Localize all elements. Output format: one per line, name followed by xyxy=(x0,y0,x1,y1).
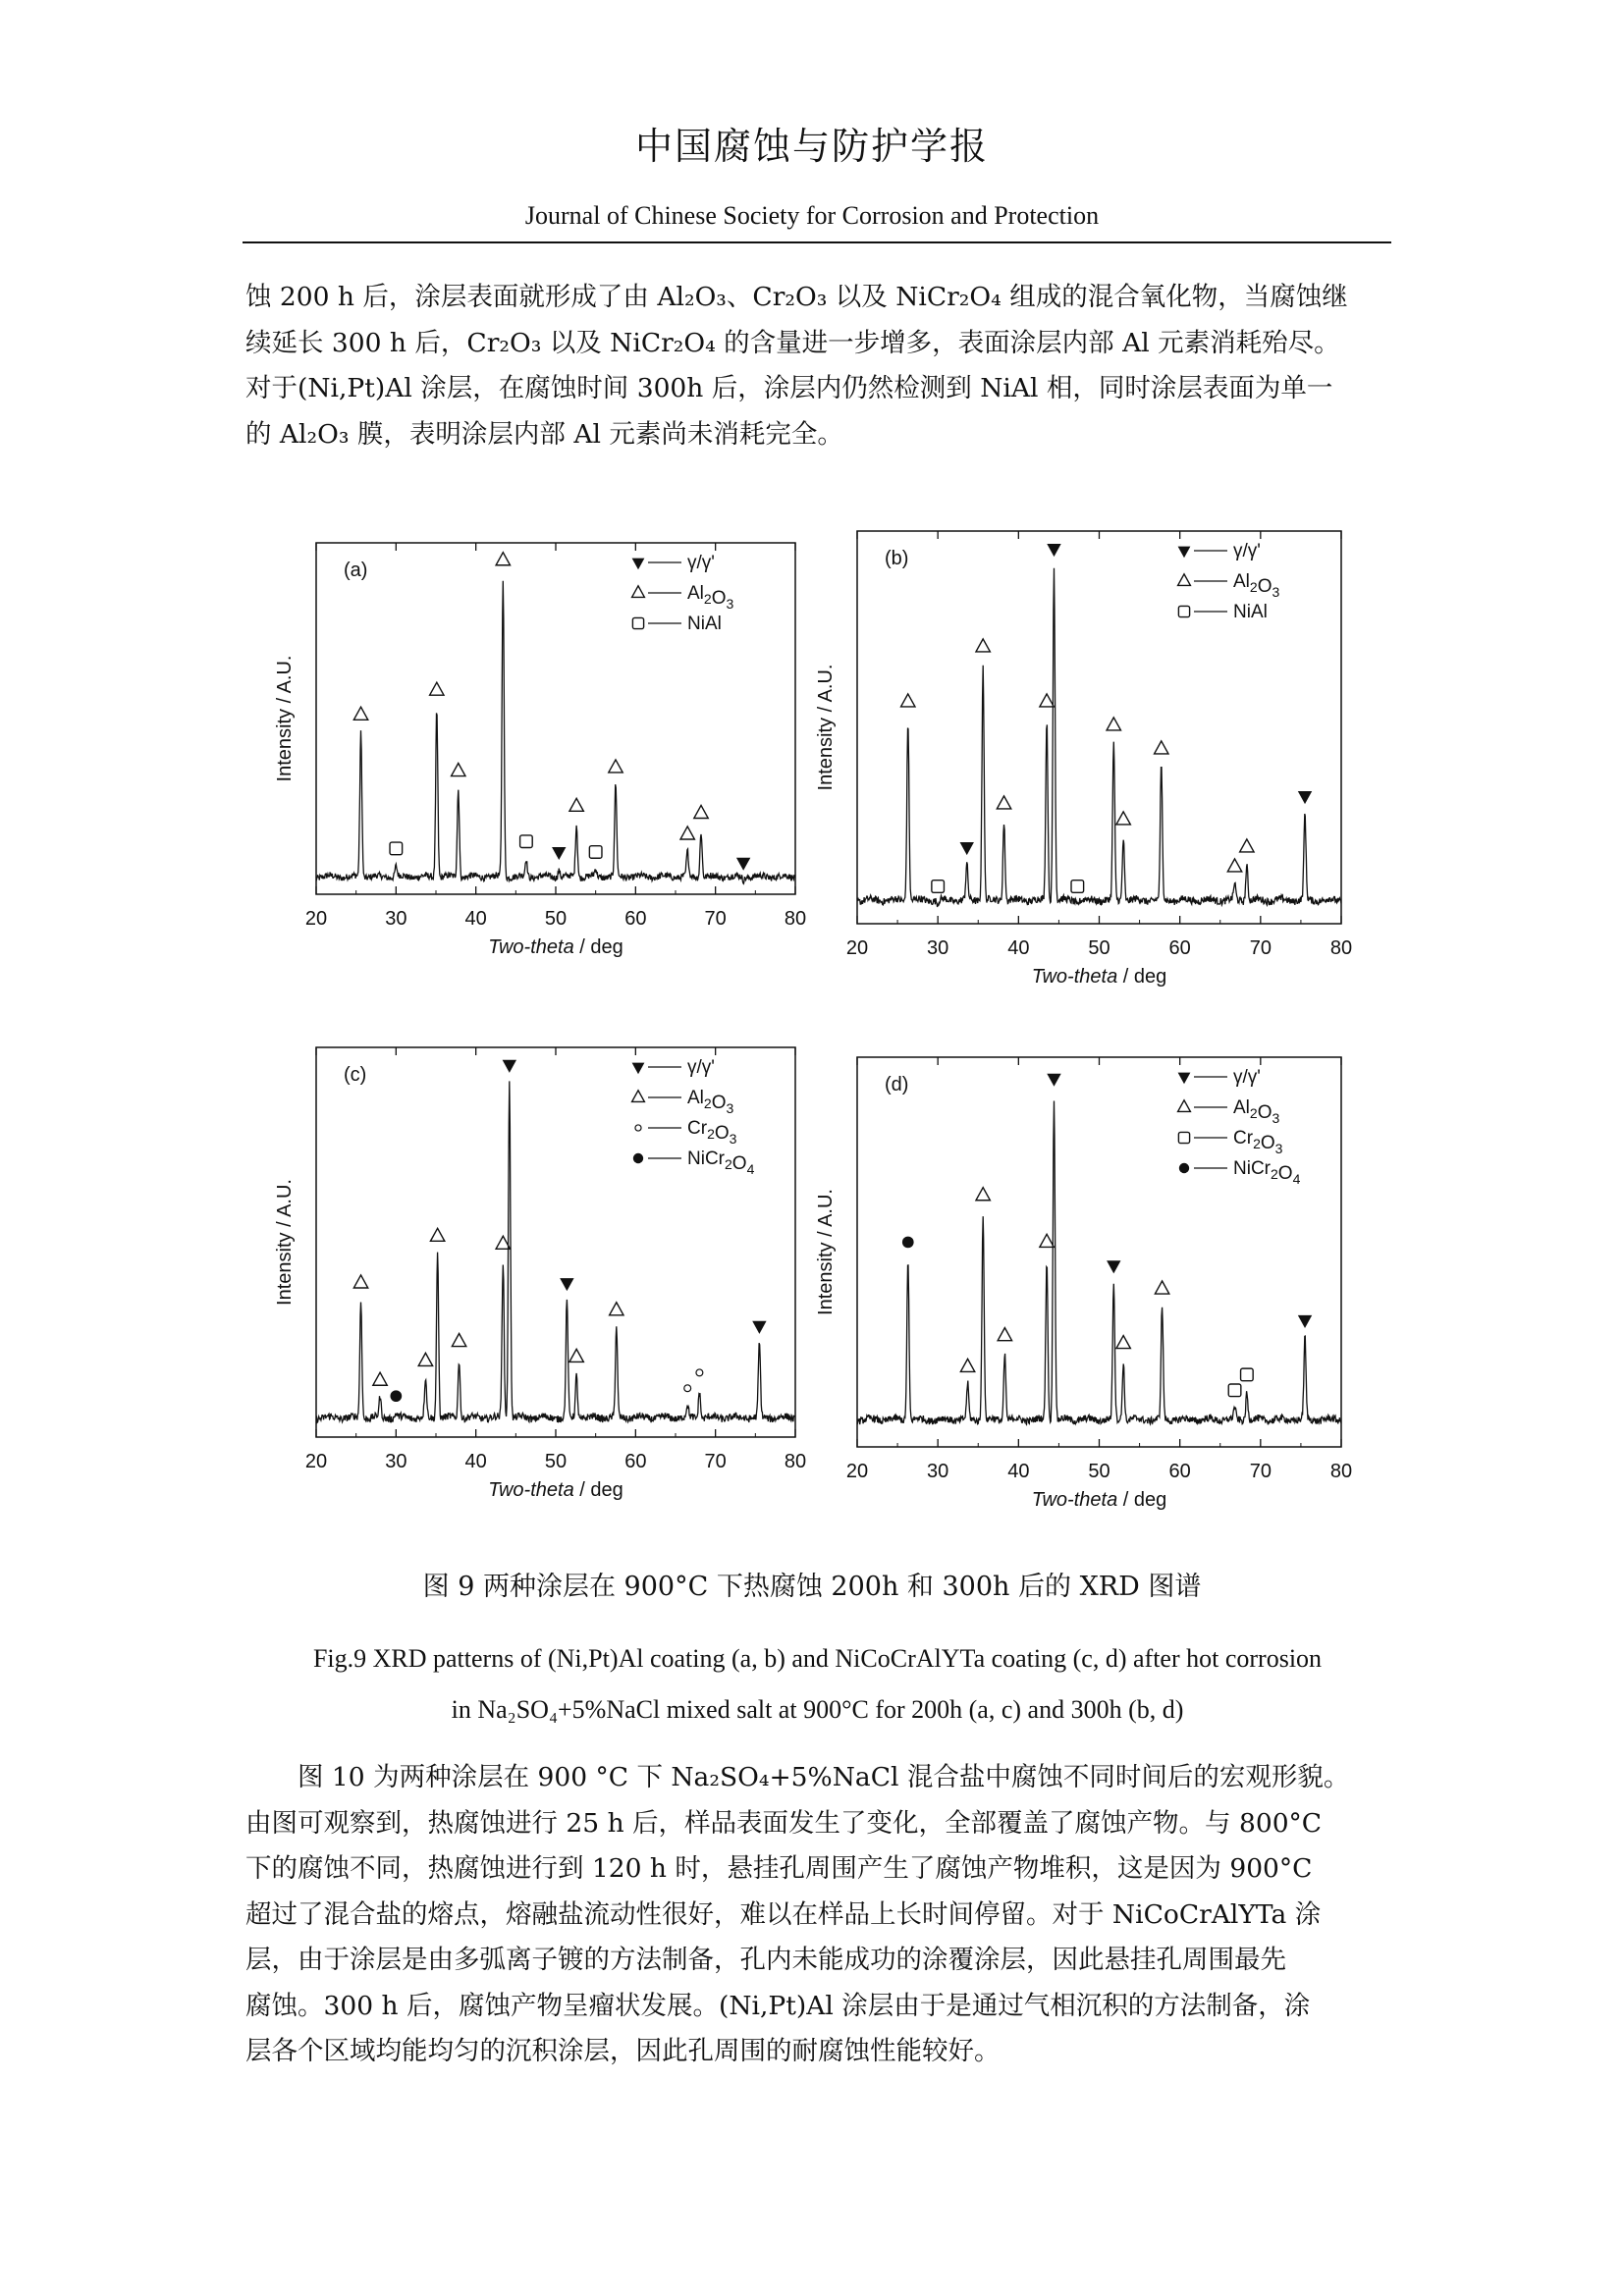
peak-marker xyxy=(373,1372,387,1385)
legend-marker xyxy=(632,1091,645,1102)
panel-label: (b) xyxy=(885,548,909,569)
peak-marker xyxy=(609,760,623,773)
x-tick-label: 20 xyxy=(845,937,869,959)
peak-marker xyxy=(684,1385,691,1392)
peak-marker xyxy=(1040,1234,1054,1247)
legend-label: γ/γ' xyxy=(1233,541,1261,561)
legend-label: $Al_2O_3$ xyxy=(1233,1097,1280,1126)
peak-marker xyxy=(901,694,915,707)
journal-title-cn: 中国腐蚀与防护学报 xyxy=(634,125,989,168)
peak-marker xyxy=(560,1278,573,1291)
peak-marker xyxy=(932,881,945,893)
panel-label: (a) xyxy=(344,560,368,581)
x-tick-label: 80 xyxy=(784,908,807,930)
peak-marker xyxy=(610,1303,623,1315)
y-axis-label: Intensity / A.U. xyxy=(815,1189,837,1315)
x-tick-label: 20 xyxy=(304,908,328,930)
peak-marker xyxy=(353,707,367,720)
x-tick-label: 50 xyxy=(1088,937,1110,959)
paragraph-line: 对于(Ni,Pt)Al 涂层，在腐蚀时间 300h 后，涂层内仍然检测到 NiAl 相，同时涂层表面为单一 xyxy=(245,373,1333,403)
x-tick-label: 30 xyxy=(927,1461,949,1482)
peak-marker xyxy=(1047,544,1060,557)
peak-marker xyxy=(1071,881,1084,893)
x-tick-label: 70 xyxy=(704,908,727,930)
peak-marker xyxy=(452,1334,465,1347)
peak-marker xyxy=(1116,812,1130,825)
paragraph-line: 续延长 300 h 后，Cr₂O₃ 以及 NiCr₂O₄ 的含量进一步增多，表面涂层内部 Al 元素消耗殆尽。 xyxy=(245,327,1340,358)
peak-marker xyxy=(1040,694,1054,707)
peak-marker xyxy=(353,1275,367,1288)
peak-marker xyxy=(1240,839,1254,852)
x-tick-label: 40 xyxy=(1007,1461,1030,1482)
peak-marker xyxy=(680,827,694,839)
x-axis-label: Two-theta / deg xyxy=(1031,1489,1167,1511)
peak-marker xyxy=(976,639,990,652)
peak-marker xyxy=(696,1369,703,1376)
peak-marker xyxy=(552,847,566,860)
x-tick-label: 70 xyxy=(1249,1461,1272,1482)
legend-marker xyxy=(1178,1100,1191,1112)
panel-label: (c) xyxy=(344,1064,367,1086)
panel-label: (d) xyxy=(885,1074,909,1095)
legend-label: $Al_2O_3$ xyxy=(687,1088,734,1116)
x-tick-label: 30 xyxy=(385,1451,407,1472)
peak-marker xyxy=(589,846,602,859)
peak-marker xyxy=(569,1349,583,1362)
legend-label: $Cr_2O_3$ xyxy=(1233,1128,1283,1156)
x-axis-label: Two-theta / deg xyxy=(1031,966,1167,988)
figure-caption-cn: 图 9 两种涂层在 900°C 下热腐蚀 200h 和 300h 后的 XRD 图谱 xyxy=(422,1572,1202,1602)
peak-marker xyxy=(736,858,750,871)
peak-marker xyxy=(569,798,583,811)
xrd-pattern-line xyxy=(857,568,1341,907)
peak-marker xyxy=(390,842,403,855)
x-tick-label: 30 xyxy=(385,908,407,930)
x-axis-label: Two-theta / deg xyxy=(488,936,623,958)
peak-marker xyxy=(902,1237,914,1249)
peak-marker xyxy=(1241,1368,1254,1381)
peak-marker xyxy=(1047,1074,1060,1087)
paragraph-bottom xyxy=(245,1755,1389,2075)
legend-marker xyxy=(632,586,645,598)
peak-marker xyxy=(1228,1384,1241,1397)
peak-marker xyxy=(694,805,708,818)
legend-label: γ/γ' xyxy=(1233,1067,1261,1088)
x-tick-label: 40 xyxy=(464,908,487,930)
xrd-pattern-line xyxy=(316,581,795,884)
x-tick-label: 60 xyxy=(624,908,647,930)
legend-marker xyxy=(1178,547,1191,559)
legend-marker xyxy=(633,1153,643,1163)
x-tick-label: 20 xyxy=(845,1461,869,1482)
legend-marker xyxy=(1179,1163,1189,1173)
paragraph-line: 腐蚀。300 h 后，腐蚀产物呈瘤状发展。(Ni,Pt)Al 涂层由于是通过气相沉积的方法制备，涂 xyxy=(245,1990,1311,2021)
peak-marker xyxy=(1298,1315,1312,1328)
legend-marker xyxy=(635,1125,641,1131)
legend-label: $NiCr_2O_4$ xyxy=(1233,1158,1301,1187)
legend-marker xyxy=(632,559,645,570)
peak-marker xyxy=(997,796,1010,809)
paragraph-line: 蚀 200 h 后，涂层表面就形成了由 Al₂O₃、Cr₂O₃ 以及 NiCr₂O₄ 组成的混合氧化物，当腐蚀继 xyxy=(245,282,1348,312)
x-tick-label: 60 xyxy=(1168,937,1191,959)
x-tick-label: 60 xyxy=(624,1451,647,1472)
x-tick-label: 50 xyxy=(544,1451,568,1472)
peak-marker xyxy=(1107,1260,1120,1273)
y-axis-label: Intensity / A.U. xyxy=(815,664,837,791)
peak-marker xyxy=(998,1328,1011,1341)
peak-marker xyxy=(496,553,510,565)
legend-marker xyxy=(1178,1132,1189,1143)
legend-marker xyxy=(1178,606,1189,616)
peak-marker xyxy=(1155,1281,1168,1294)
legend-marker xyxy=(1178,574,1191,586)
peak-marker xyxy=(1298,791,1312,804)
legend-marker xyxy=(632,1063,645,1075)
x-tick-label: 60 xyxy=(1168,1461,1191,1482)
x-axis-label: Two-theta / deg xyxy=(488,1479,623,1501)
peak-marker xyxy=(452,764,465,776)
legend-label: $Al_2O_3$ xyxy=(687,583,734,612)
y-axis-label: Intensity / A.U. xyxy=(274,655,296,782)
x-tick-label: 50 xyxy=(544,908,568,930)
paragraph-line: 超过了混合盐的熔点，熔融盐流动性很好，难以在样品上长时间停留。对于 NiCoCrAlYTa 涂 xyxy=(245,1898,1322,1930)
legend-label: NiAl xyxy=(687,614,722,634)
legend-label: γ/γ' xyxy=(687,553,715,573)
peak-marker xyxy=(960,1359,974,1371)
paragraph-line: 层，由于涂层是由多弧离子镀的方法制备，孔内未能成功的涂覆涂层，因此悬挂孔周围最先 xyxy=(245,1945,1286,1975)
paragraph-line: 层各个区域均能均匀的沉积涂层，因此孔周围的耐腐蚀性能较好。 xyxy=(245,2036,1001,2066)
paragraph-line: 图 10 为两种涂层在 900 °C 下 Na₂SO₄+5%NaCl 混合盐中腐蚀不同时间后的宏观形貌。 xyxy=(298,1762,1350,1792)
peak-marker xyxy=(430,1228,444,1241)
peak-marker xyxy=(960,842,974,855)
peak-marker xyxy=(1116,1336,1130,1349)
x-tick-label: 40 xyxy=(464,1451,487,1472)
paragraph-line: 由图可观察到，热腐蚀进行 25 h 后，样品表面发生了变化，全部覆盖了腐蚀产物。与 800°C xyxy=(245,1807,1323,1839)
y-axis-label: Intensity / A.U. xyxy=(274,1179,296,1306)
peak-marker xyxy=(503,1060,516,1073)
x-tick-label: 70 xyxy=(704,1451,727,1472)
peak-marker xyxy=(418,1353,432,1365)
x-tick-label: 50 xyxy=(1088,1461,1110,1482)
x-tick-label: 80 xyxy=(784,1451,807,1472)
figure-caption-en-line2: in Na₂SO₄+5%NaCl mixed salt at 900°C for 200h (a, c) and 300h (b, d) xyxy=(451,1695,1184,1724)
peak-marker xyxy=(1227,859,1241,872)
journal-title-en: Journal of Chinese Society for Corrosion and Protection xyxy=(524,201,1100,230)
peak-marker xyxy=(976,1188,990,1201)
x-tick-label: 80 xyxy=(1329,1461,1353,1482)
legend-label: $NiCr_2O_4$ xyxy=(687,1148,755,1177)
paragraph-line: 的 Al₂O₃ 膜，表明涂层内部 Al 元素尚未消耗完全。 xyxy=(245,418,843,450)
figure-caption-en-line1: Fig.9 XRD patterns of (Ni,Pt)Al coating (a, b) and NiCoCrAlYTa coating (c, d) after hot corrosion xyxy=(312,1644,1323,1673)
legend-label: NiAl xyxy=(1233,602,1268,622)
peak-marker xyxy=(1107,718,1120,730)
peak-marker xyxy=(520,835,533,848)
x-tick-label: 30 xyxy=(927,937,949,959)
paragraph-line: 下的腐蚀不同，热腐蚀进行到 120 h 时，悬挂孔周围产生了腐蚀产物堆积，这是因为 900°C xyxy=(245,1853,1313,1884)
legend-marker xyxy=(1178,1073,1191,1085)
peak-marker xyxy=(1155,741,1168,754)
x-tick-label: 80 xyxy=(1329,937,1353,959)
legend-label: $Al_2O_3$ xyxy=(1233,571,1280,600)
peak-marker xyxy=(430,682,444,695)
x-tick-label: 70 xyxy=(1249,937,1272,959)
legend-label: $Cr_2O_3$ xyxy=(687,1118,737,1147)
legend-marker xyxy=(632,617,643,628)
figure-caption-en xyxy=(245,1633,1389,1735)
peak-marker xyxy=(390,1390,402,1402)
legend-label: γ/γ' xyxy=(687,1057,715,1078)
peak-marker xyxy=(752,1321,766,1334)
x-tick-label: 20 xyxy=(304,1451,328,1472)
x-tick-label: 40 xyxy=(1007,937,1030,959)
